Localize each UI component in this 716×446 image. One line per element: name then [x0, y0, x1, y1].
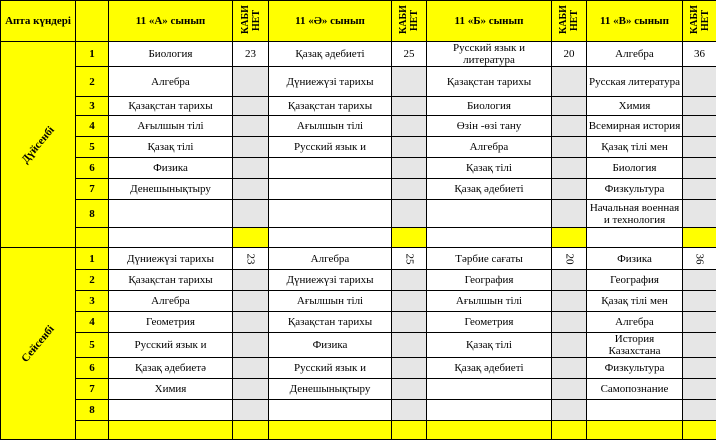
lesson-number: 8 — [76, 200, 109, 228]
lesson-subject — [587, 400, 683, 421]
class-header-a: 11 «А» сынып — [109, 1, 233, 42]
lesson-subject: Физкультура — [587, 179, 683, 200]
lesson-subject: Қазақ әдебиеті — [427, 358, 552, 379]
separator-cell — [552, 228, 587, 248]
lesson-subject: Физкультура — [587, 358, 683, 379]
lesson-number: 1 — [76, 42, 109, 67]
lesson-subject: Химия — [587, 97, 683, 116]
cabinet-cell — [392, 270, 427, 291]
separator-cell — [109, 421, 233, 440]
cabinet-header: КАБИ НЕТ — [392, 1, 427, 42]
separator-cell — [392, 421, 427, 440]
cabinet-cell — [233, 291, 269, 312]
cabinet-cell — [552, 270, 587, 291]
separator-cell — [109, 228, 233, 248]
day-cell: Дүйсенбі — [1, 42, 76, 248]
lesson-subject: География — [587, 270, 683, 291]
lesson-subject: Дүниежүзі тарихы — [109, 248, 233, 270]
lesson-subject: Қазақстан тарихы — [427, 67, 552, 97]
cabinet-cell — [552, 291, 587, 312]
lesson-subject: Физика — [587, 248, 683, 270]
cabinet-cell — [233, 179, 269, 200]
cabinet-cell — [683, 137, 716, 158]
lesson-subject: Биология — [109, 42, 233, 67]
cabinet-cell — [683, 158, 716, 179]
lesson-number: 5 — [76, 137, 109, 158]
lesson-number: 2 — [76, 67, 109, 97]
lesson-number-header — [76, 1, 109, 42]
lesson-number: 3 — [76, 97, 109, 116]
cabinet-cell — [392, 333, 427, 358]
separator-cell — [269, 421, 392, 440]
separator-cell — [683, 421, 716, 440]
cabinet-cell — [233, 379, 269, 400]
cabinet-cell — [683, 358, 716, 379]
lesson-row — [1, 116, 716, 137]
lesson-subject: Начальная военная и технология — [587, 200, 683, 228]
cabinet-cell — [392, 116, 427, 137]
lesson-row — [1, 333, 716, 358]
lesson-subject: Қазақ тілі — [427, 333, 552, 358]
lesson-subject: Қазақ әдебиетә — [109, 358, 233, 379]
separator-cell — [233, 421, 269, 440]
separator-cell — [683, 228, 716, 248]
lesson-row — [1, 42, 716, 67]
lesson-subject: Алгебра — [587, 312, 683, 333]
cabinet-cell — [392, 137, 427, 158]
lesson-row — [1, 67, 716, 97]
lesson-subject: Алгебра — [269, 248, 392, 270]
cabinet-cell — [233, 97, 269, 116]
lesson-subject: Русский язык и литература — [427, 42, 552, 67]
lesson-subject: Геометрия — [109, 312, 233, 333]
lesson-subject: История Казахстана — [587, 333, 683, 358]
lesson-subject: Қазақ тілі — [427, 158, 552, 179]
cabinet-cell — [392, 97, 427, 116]
lesson-row — [1, 137, 716, 158]
cabinet-cell — [233, 333, 269, 358]
lesson-subject — [109, 400, 233, 421]
separator-cell — [587, 421, 683, 440]
cabinet-cell — [233, 158, 269, 179]
separator-cell — [76, 228, 109, 248]
lesson-number: 8 — [76, 400, 109, 421]
lesson-row — [1, 270, 716, 291]
lesson-number: 5 — [76, 333, 109, 358]
lesson-number: 7 — [76, 379, 109, 400]
lesson-number: 7 — [76, 179, 109, 200]
lesson-subject: Алгебра — [109, 67, 233, 97]
cabinet-cell — [552, 200, 587, 228]
separator-cell — [427, 228, 552, 248]
lesson-row — [1, 400, 716, 421]
lesson-number: 4 — [76, 116, 109, 137]
lesson-subject — [427, 400, 552, 421]
cabinet-cell — [683, 291, 716, 312]
lesson-subject: Дүниежүзі тарихы — [269, 270, 392, 291]
cabinet-header: КАБИ НЕТ — [233, 1, 269, 42]
lesson-number: 1 — [76, 248, 109, 270]
separator-cell — [269, 228, 392, 248]
lesson-subject: Денешынықтыру — [109, 179, 233, 200]
cabinet-cell — [683, 312, 716, 333]
cabinet-cell — [552, 97, 587, 116]
lesson-subject: Русская литература — [587, 67, 683, 97]
lesson-subject: Қазақ тілі мен — [587, 137, 683, 158]
lesson-subject: Денешынықтыру — [269, 379, 392, 400]
lesson-subject: Қазақ тілі — [109, 137, 233, 158]
cabinet-cell — [683, 270, 716, 291]
lesson-number: 6 — [76, 158, 109, 179]
cabinet-cell — [392, 291, 427, 312]
cabinet-cell — [233, 358, 269, 379]
lesson-subject: Русский язык и — [269, 137, 392, 158]
cabinet-number: 23 — [233, 42, 269, 67]
separator-cell — [552, 421, 587, 440]
lesson-subject: Ағылшын тілі — [269, 291, 392, 312]
lesson-subject: Ағылшын тілі — [269, 116, 392, 137]
lesson-subject: Биология — [587, 158, 683, 179]
lesson-subject: География — [427, 270, 552, 291]
cabinet-cell — [233, 400, 269, 421]
lesson-subject: Геометрия — [427, 312, 552, 333]
class-header-v: 11 «В» сынып — [587, 1, 683, 42]
lesson-number: 3 — [76, 291, 109, 312]
cabinet-cell — [233, 67, 269, 97]
separator-cell — [587, 228, 683, 248]
lesson-row — [1, 379, 716, 400]
lesson-subject: Қазақ әдебиеті — [269, 42, 392, 67]
lesson-subject: Самопознание — [587, 379, 683, 400]
header-row — [1, 1, 716, 42]
cabinet-cell — [392, 312, 427, 333]
lesson-row — [1, 200, 716, 228]
cabinet-cell — [683, 400, 716, 421]
lesson-row — [1, 97, 716, 116]
cabinet-cell — [552, 158, 587, 179]
cabinet-cell — [392, 158, 427, 179]
cabinet-number: 25 — [392, 42, 427, 67]
lesson-subject: Всемирная история — [587, 116, 683, 137]
lesson-number: 6 — [76, 358, 109, 379]
lesson-subject: Алгебра — [427, 137, 552, 158]
cabinet-number: 25 — [392, 248, 427, 270]
lesson-row — [1, 158, 716, 179]
cabinet-cell — [392, 400, 427, 421]
lesson-subject: Физика — [109, 158, 233, 179]
cabinet-cell — [552, 67, 587, 97]
separator-cell — [392, 228, 427, 248]
lesson-subject: Қазақстан тарихы — [269, 312, 392, 333]
lesson-subject — [269, 400, 392, 421]
lesson-row — [1, 179, 716, 200]
cabinet-cell — [683, 200, 716, 228]
cabinet-number: 23 — [233, 248, 269, 270]
lesson-row — [1, 291, 716, 312]
cabinet-number: 20 — [552, 42, 587, 67]
lesson-row — [1, 358, 716, 379]
cabinet-cell — [392, 200, 427, 228]
class-header-ae: 11 «Ә» сынып — [269, 1, 392, 42]
lesson-subject: Қазақ әдебиеті — [427, 179, 552, 200]
cabinet-header: КАБИ НЕТ — [552, 1, 587, 42]
cabinet-number: 36 — [683, 42, 716, 67]
cabinet-cell — [552, 137, 587, 158]
cabinet-cell — [233, 312, 269, 333]
lesson-subject — [427, 379, 552, 400]
lesson-subject: Ағылшын тілі — [109, 116, 233, 137]
lesson-subject: Қазақстан тарихы — [109, 97, 233, 116]
cabinet-cell — [683, 97, 716, 116]
cabinet-cell — [683, 116, 716, 137]
lesson-subject: Ағылшын тілі — [427, 291, 552, 312]
cabinet-cell — [233, 116, 269, 137]
lesson-subject: Физика — [269, 333, 392, 358]
lesson-subject — [269, 179, 392, 200]
cabinet-cell — [233, 200, 269, 228]
cabinet-cell — [552, 333, 587, 358]
cabinet-cell — [392, 358, 427, 379]
cabinet-cell — [233, 137, 269, 158]
cabinet-cell — [552, 116, 587, 137]
separator-cell — [427, 421, 552, 440]
cabinet-cell — [552, 400, 587, 421]
cabinet-cell — [392, 379, 427, 400]
lesson-subject: Қазақстан тарихы — [269, 97, 392, 116]
lesson-subject — [269, 158, 392, 179]
cabinet-number: 36 — [683, 248, 716, 270]
lesson-subject — [427, 200, 552, 228]
cabinet-cell — [552, 312, 587, 333]
lesson-subject: Қазақстан тарихы — [109, 270, 233, 291]
days-column-header: Апта күндері — [1, 1, 76, 42]
lesson-subject — [269, 200, 392, 228]
lesson-subject: Дүниежүзі тарихы — [269, 67, 392, 97]
lesson-subject: Алгебра — [587, 42, 683, 67]
lesson-subject: Биология — [427, 97, 552, 116]
lesson-row — [1, 248, 716, 270]
cabinet-cell — [552, 379, 587, 400]
cabinet-cell — [392, 179, 427, 200]
separator-cell — [233, 228, 269, 248]
cabinet-cell — [552, 179, 587, 200]
day-cell: Сейсенбі — [1, 248, 76, 440]
day-separator-row — [1, 421, 716, 440]
lesson-subject: Өзін -өзі тану — [427, 116, 552, 137]
cabinet-cell — [683, 67, 716, 97]
cabinet-number: 20 — [552, 248, 587, 270]
cabinet-cell — [683, 379, 716, 400]
lesson-subject: Алгебра — [109, 291, 233, 312]
day-separator-row — [1, 228, 716, 248]
lesson-subject: Тәрбие сағаты — [427, 248, 552, 270]
lesson-subject — [109, 200, 233, 228]
class-header-b: 11 «Б» сынып — [427, 1, 552, 42]
cabinet-cell — [683, 333, 716, 358]
cabinet-cell — [233, 270, 269, 291]
lesson-row — [1, 312, 716, 333]
separator-cell — [76, 421, 109, 440]
lesson-number: 2 — [76, 270, 109, 291]
lesson-subject: Русский язык и — [109, 333, 233, 358]
cabinet-header: КАБИ НЕТ — [683, 1, 716, 42]
lesson-number: 4 — [76, 312, 109, 333]
cabinet-cell — [683, 179, 716, 200]
lesson-subject: Қазақ тілі мен — [587, 291, 683, 312]
lesson-subject: Химия — [109, 379, 233, 400]
cabinet-cell — [552, 358, 587, 379]
cabinet-cell — [392, 67, 427, 97]
lesson-subject: Русский язык и — [269, 358, 392, 379]
